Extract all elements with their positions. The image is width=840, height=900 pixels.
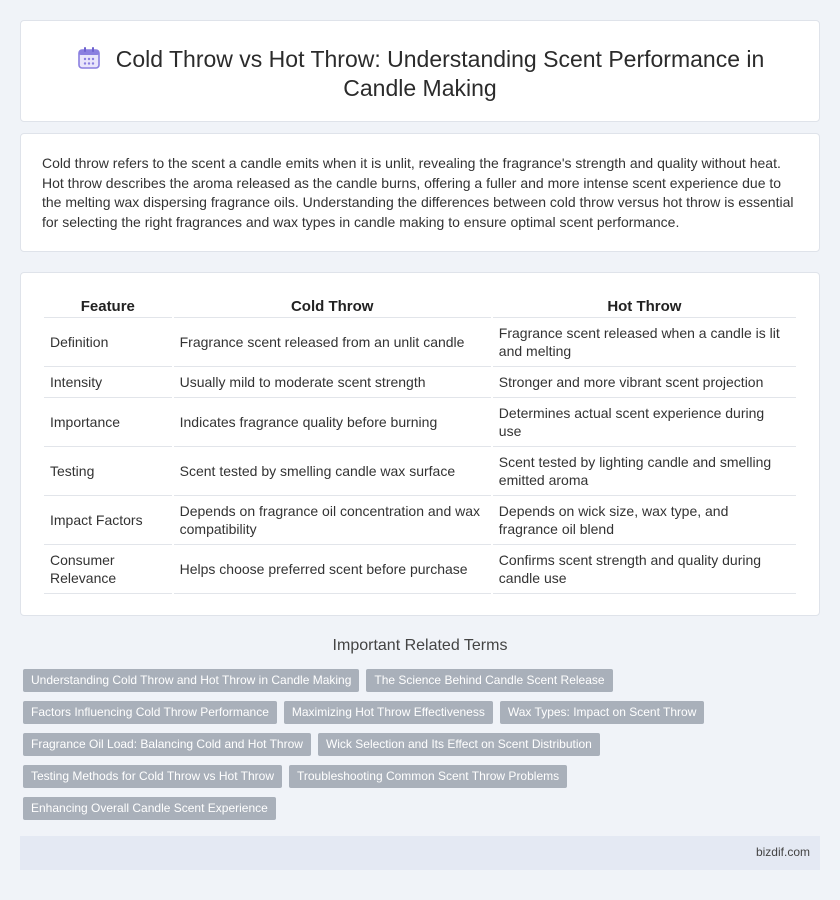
hot-throw-cell: Depends on wick size, wax type, and fragrance oil blend [493,496,796,545]
related-term-link[interactable]: Troubleshooting Common Scent Throw Problems [289,765,567,788]
intro-paragraph: Cold throw refers to the scent a candle emits when it is unlit, revealing the fragrance's strength and quality without heat. Hot throw describes the aroma released as the candle burns, offering a fuller and more intense scent experience due to the melting wax dispersing fragrance oils. Understanding the differences between cold throw versus hot throw is essential for selecting the right fragrances and wax types in candle making to ensure optimal scent performance. [42,155,794,230]
hot-throw-cell: Determines actual scent experience during use [493,398,796,447]
related-term-link[interactable]: Testing Methods for Cold Throw vs Hot Throw [23,765,282,788]
feature-cell: Impact Factors [44,496,172,545]
hot-throw-cell: Fragrance scent released when a candle is lit and melting [493,318,796,367]
comparison-card [20,272,820,616]
related-term-link[interactable]: Fragrance Oil Load: Balancing Cold and Hot Throw [23,733,311,756]
related-terms-heading: Important Related Terms [332,637,508,654]
feature-cell: Consumer Relevance [44,545,172,594]
cold-throw-cell: Indicates fragrance quality before burning [174,398,491,447]
cold-throw-cell: Depends on fragrance oil concentration and wax compatibility [174,496,491,545]
title-card [20,20,820,122]
intro-card [20,133,820,252]
related-terms-list [23,669,813,820]
feature-cell: Importance [44,398,172,447]
cold-throw-cell: Usually mild to moderate scent strength [174,367,491,398]
table-row [44,367,796,398]
hot-throw-cell: Confirms scent strength and quality during candle use [493,545,796,594]
table-row [44,318,796,367]
header-feature: Feature [44,296,172,318]
comparison-table [42,296,798,594]
feature-cell: Intensity [44,367,172,398]
table-row [44,447,796,496]
hot-throw-cell: Scent tested by lighting candle and smelling emitted aroma [493,447,796,496]
header-hot-throw: Hot Throw [493,296,796,318]
related-term-link[interactable]: Enhancing Overall Candle Scent Experience [23,797,276,820]
related-term-link[interactable]: Wax Types: Impact on Scent Throw [500,701,705,724]
table-header-row [44,296,796,318]
footer-site-name[interactable]: bizdif.com [755,845,810,859]
cold-throw-cell: Fragrance scent released from an unlit candle [174,318,491,367]
cold-throw-cell: Scent tested by smelling candle wax surface [174,447,491,496]
related-term-link[interactable]: Wick Selection and Its Effect on Scent Distribution [318,733,600,756]
page-title [70,45,770,103]
related-term-link[interactable]: The Science Behind Candle Scent Release [366,669,612,692]
table-row [44,545,796,594]
page-title-text: Cold Throw vs Hot Throw: Understanding Scent Performance in Candle Making [115,46,765,101]
cold-throw-cell: Helps choose preferred scent before purchase [174,545,491,594]
calendar-icon [76,45,102,71]
feature-cell: Testing [44,447,172,496]
related-term-link[interactable]: Understanding Cold Throw and Hot Throw in Candle Making [23,669,359,692]
feature-cell: Definition [44,318,172,367]
related-term-link[interactable]: Factors Influencing Cold Throw Performance [23,701,277,724]
table-row [44,398,796,447]
hot-throw-cell: Stronger and more vibrant scent projection [493,367,796,398]
header-cold-throw: Cold Throw [174,296,491,318]
footer [20,836,820,870]
related-term-link[interactable]: Maximizing Hot Throw Effectiveness [284,701,493,724]
table-row [44,496,796,545]
